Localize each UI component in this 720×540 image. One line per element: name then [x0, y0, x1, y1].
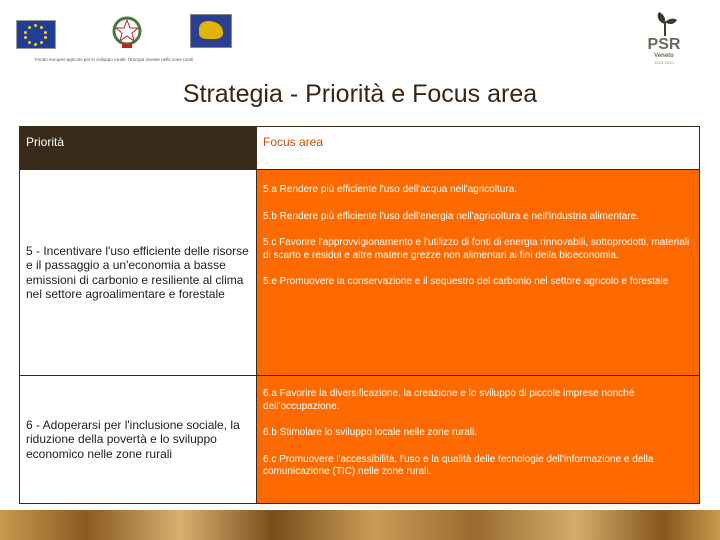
focus-area-item: 6.c Promuovere l'accessibilità, l'uso e la qualità delle tecnologie dell'informazione e della comunicazione (TIC) nelle zone rurali. — [263, 453, 654, 477]
priority-focus-table — [19, 126, 700, 504]
italian-republic-emblem — [110, 14, 144, 50]
sprout-icon — [640, 8, 690, 38]
focus-area-item: 5.b Rendere più efficiente l'uso dell'energia nell'agricoltura e nell'industria alimentare. — [263, 210, 640, 222]
psr-title: PSR — [647, 36, 681, 53]
header-logos — [0, 0, 720, 70]
focus-area-item: 5.c Favorire l'approvvigionamento e l'utilizzo di fonti di energia rinnovabili, sottoprodotti, materiali di scarto e residui e altre materie grezze non alimentari ai fini della bioeconomia. — [263, 237, 690, 261]
table-row — [20, 376, 700, 504]
focus-cell — [257, 170, 700, 376]
psr-years: 2014-2020 — [654, 60, 674, 65]
psr-logo — [640, 8, 690, 66]
eu-flag-logo — [16, 20, 56, 49]
funding-text: Fondo europeo agricolo per lo sviluppo rurale: l'Europa investe nelle zone rurali — [35, 57, 193, 62]
priority-cell: 6 - Adoperarsi per l'inclusione sociale, la riduzione della povertà e lo sviluppo economico nelle zone rurali — [20, 376, 257, 504]
column-header-focus: Focus area — [257, 127, 700, 170]
focus-area-item: 6.b Stimolare lo sviluppo locale nelle zone rurali. — [263, 427, 478, 438]
page-title: Strategia - Priorità e Focus area — [182, 80, 538, 108]
focus-area-item: 6.a Favorire la diversificazione, la creazione e lo sviluppo di piccole imprese nonché dell'occupazione. — [263, 388, 635, 412]
psr-region: Veneto — [654, 53, 674, 59]
focus-area-item: 5.a Rendere più efficiente l'uso dell'acqua nell'agricoltura. — [263, 184, 518, 195]
veneto-region-logo — [190, 14, 232, 48]
table-row — [20, 170, 700, 376]
focus-cell — [257, 376, 700, 504]
focus-area-item: 5.e Promuovere la conservazione e il sequestro del carbonio nel settore agricolo e forestale — [263, 276, 669, 287]
column-header-priority: Priorità — [20, 127, 257, 170]
table-header-row — [20, 127, 700, 170]
footer-texture-banner — [0, 510, 720, 540]
priority-cell: 5 - Incentivare l'uso efficiente delle risorse e il passaggio a un'economia a basse emissioni di carbonio e resiliente al clima nel settore agroalimentare e forestale — [20, 170, 257, 376]
